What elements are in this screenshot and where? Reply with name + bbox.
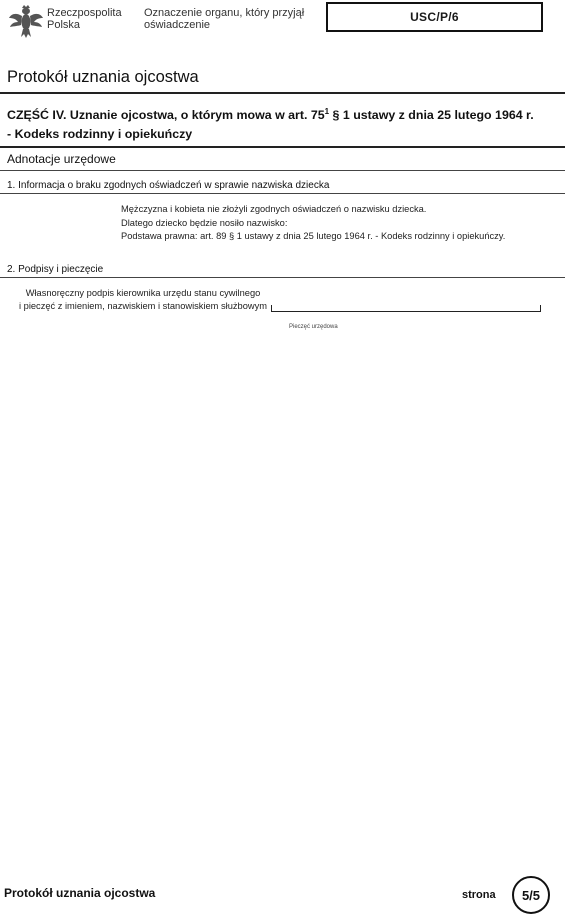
organ-line-1: Oznaczenie organu, który przyjął (144, 7, 305, 19)
signature-label (6, 287, 280, 313)
part-title-line-2: - Kodeks rodzinny i opiekuńczy (7, 127, 193, 141)
part-divider (0, 146, 565, 148)
title-divider (0, 92, 565, 94)
country-name (47, 7, 122, 31)
eagle-emblem-icon (8, 2, 44, 40)
part-prefix: CZĘŚĆ IV. Uznanie ojcostwa, o którym mowa w art. 75 (7, 108, 325, 122)
part-superscript: 1 (324, 107, 330, 116)
page-number: 5/5 (521, 887, 541, 903)
section-1-title: 1. Informacja o braku zgodnych oświadczeń w sprawie nazwiska dziecka (7, 180, 330, 191)
section-1-divider (0, 193, 565, 194)
annotations-title: Adnotacje urzędowe (7, 152, 116, 166)
signature-field[interactable] (271, 305, 541, 312)
footer-page-label: strona (462, 889, 496, 901)
surname-info-line-2: Dlatego dziecko będzie nosiło nazwisko: (121, 217, 288, 228)
stamp-label: Pieczęć urzędowa (289, 324, 338, 330)
part-title-line-1 (7, 102, 557, 125)
part-title (7, 102, 557, 144)
section-2-title: 2. Podpisy i pieczęcie (7, 264, 104, 275)
organ-line-2: oświadczenie (144, 19, 211, 31)
organ-label (144, 7, 304, 31)
footer-title: Protokół uznania ojcostwa (4, 886, 156, 900)
signature-label-line-2: i pieczęć z imieniem, nazwiskiem i stanowiskiem służbowym (19, 301, 267, 311)
surname-info-line-3: Podstawa prawna: art. 89 § 1 ustawy z dnia 25 lutego 1964 r. - Kodeks rodzinny i opiekuńczy. (121, 231, 506, 241)
section-2-divider (0, 277, 565, 278)
country-line-2: Polska (47, 19, 81, 31)
surname-info-line-1: Mężczyzna i kobieta nie złożyli zgodnych oświadczeń o nazwisku dziecka. (121, 204, 427, 214)
document-title: Protokół uznania ojcostwa (7, 68, 199, 86)
country-line-1: Rzeczpospolita (47, 7, 122, 19)
part-suffix: § 1 ustawy z dnia 25 lutego 1964 r. (329, 108, 534, 122)
surname-info (121, 203, 505, 244)
signature-label-line-1: Własnoręczny podpis kierownika urzędu stanu cywilnego (25, 288, 261, 298)
form-code-box (326, 2, 543, 32)
page-number-badge (512, 876, 550, 914)
annotations-divider (0, 170, 565, 171)
form-code: USC/P/6 (410, 10, 459, 24)
